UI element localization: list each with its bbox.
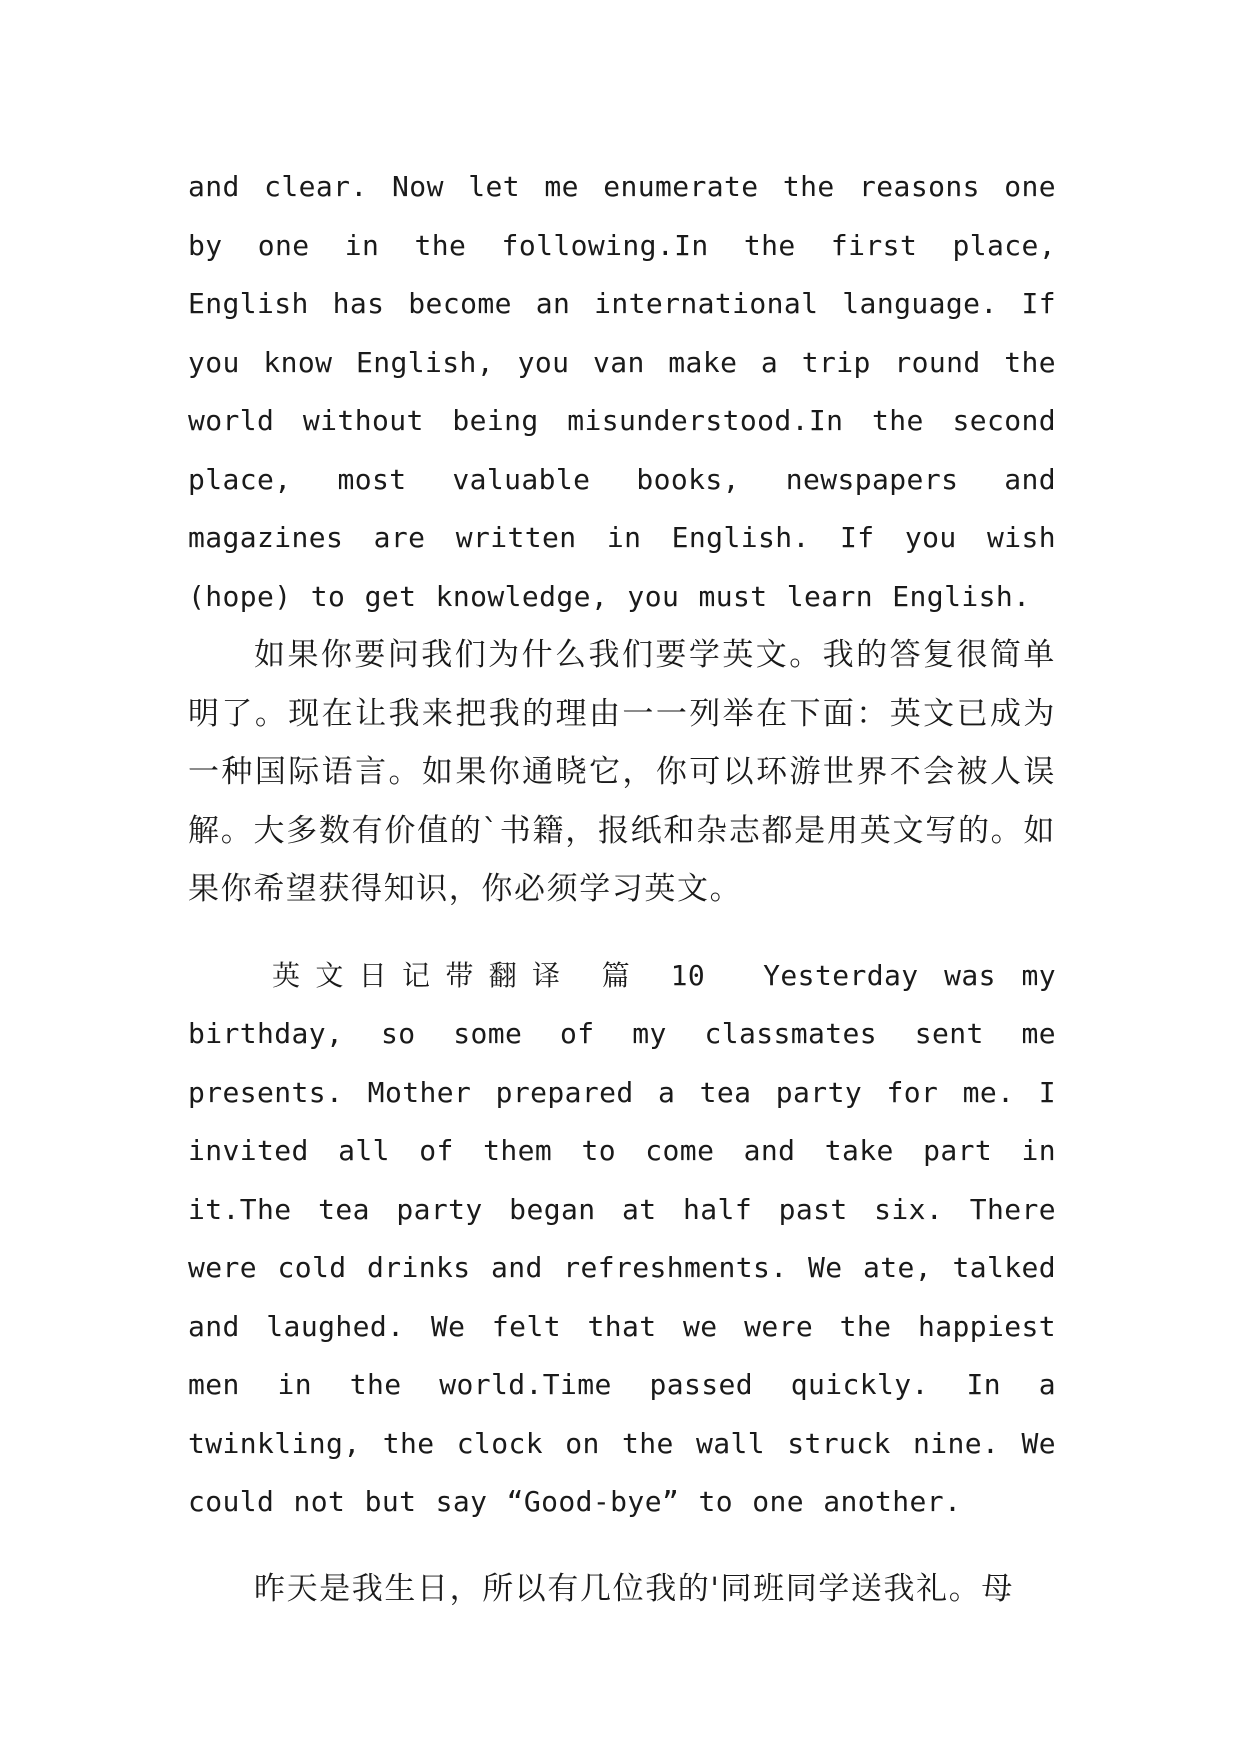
section-heading: 英文日记带翻译 篇 <box>272 958 646 992</box>
section-entry <box>188 947 1056 1532</box>
document-page <box>188 158 1056 1618</box>
paragraph-chinese-birthday: 昨天是我生日，所以有几位我的'同班同学送我礼。母 <box>254 1570 1014 1607</box>
paragraph-chinese-translation: 如果你要问我们为什么我们要学英文。我的答复很简单明了。现在让我来把我的理由一一列举在下面：英文已成为一种国际语言。如果你通晓它，你可以环游世界不会被人误解。大多数有价值的`书籍，报纸和杂志都是用英文写的。如果你希望获得知识，你必须学习英文。 <box>188 637 1056 907</box>
section-number: 10 <box>670 958 706 992</box>
paragraph-english-reasons: and clear. Now let me enumerate the reasons one by one in the following.In the first place, English has become an international language. If you know English, you van make a trip round the world without being misunderstood.In the second place, most valuable books, newspapers and magazines are written in English. If you wish (hope) to get knowledge, you must learn English. <box>188 170 1056 613</box>
paragraph-english-birthday: Yesterday was my birthday, so some of my classmates sent me presents. Mother prepared a tea party for me. I invited all of them to come and take part in it.The tea party began at half past six. There were cold drinks and refreshments. We ate, talked and laughed. We felt that we were the happiest men in the world.Time passed quickly. In a twinkling, the clock on the wall struck nine. We could not but say “Good-bye” to one another. <box>188 958 1056 1518</box>
